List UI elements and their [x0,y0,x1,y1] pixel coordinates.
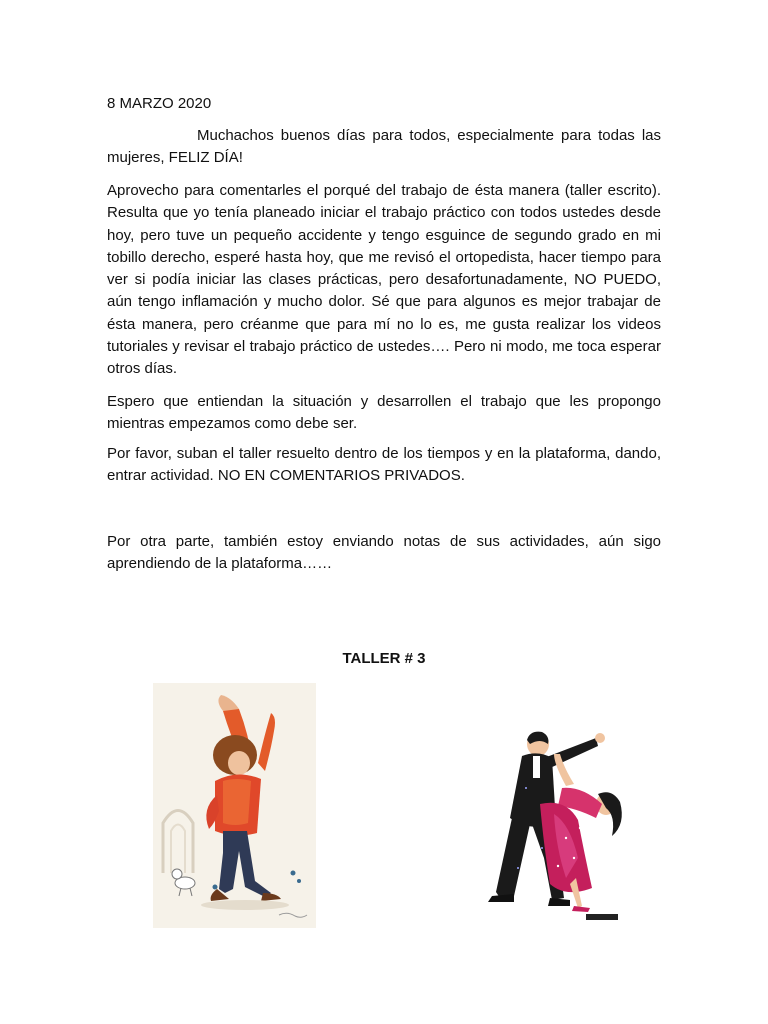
greeting-paragraph: Muchachos buenos días para todos, especialmente para todas las mujeres, FELIZ DÍA! [107,127,661,167]
instructions-paragraph: Por favor, suban el taller resuelto dentro de los tiempos y en la plataforma, dando, entrar actividad. NO EN COMENTARIOS PRIVADOS. [107,445,661,485]
expectation-paragraph: Espero que entiendan la situación y desarrollen el trabajo que les propongo mientras empezamos como debe ser. [107,393,661,433]
grades-paragraph: Por otra parte, también estoy enviando notas de sus actividades, aún sigo aprendiendo de la plataforma…… [107,533,661,573]
tango-couple-illustration [470,728,630,924]
flamenco-dancer-illustration [153,683,316,928]
letter-date: 8 MARZO 2020 [107,95,212,112]
explanation-paragraph: Aprovecho para comentarles el porqué del trabajo de ésta manera (taller escrito). Resulta que yo tenía planeado iniciar el trabajo práctico con todos ustedes desde hoy, pero tuve un pequeño accidente y tengo esguince de segundo grado en mi tobillo derecho, esperé hasta hoy, que me revisó el ortopedista, hacer tiempo para ver si podía iniciar las clases prácticas, pero desafortunadamente, NO PUEDO, aún tengo inflamación y mucho dolor. Sé que para algunos es mejor trabajar de ésta manera, pero créanme que para mí no lo es, me gusta realizar los videos tutoriales y revisar el trabajo práctico de ustedes…. Pero ni modo, me toca esperar otros días. [107,182,661,378]
section-title: TALLER # 3 [342,650,426,667]
